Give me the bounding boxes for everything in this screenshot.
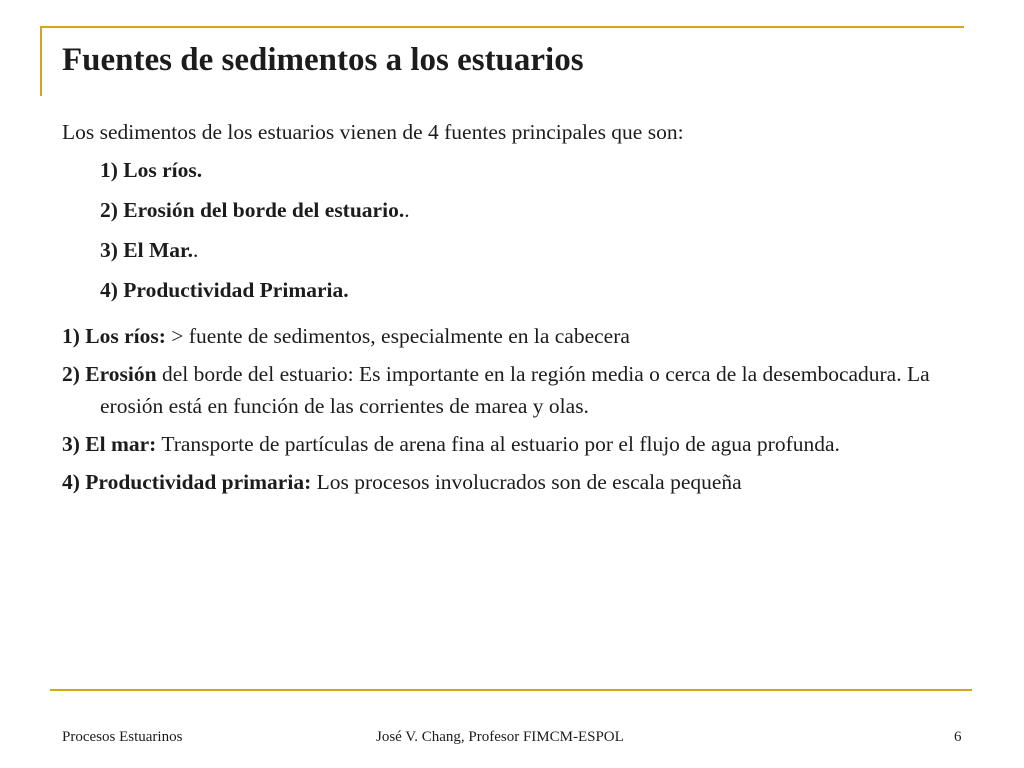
detail-item-text: del borde del estuario: Es importante en la región media o cerca de la desembocadura. La erosión está en función de las corrientes de marea y olas.	[100, 362, 930, 418]
source-item-1	[62, 154, 962, 186]
source-item-3	[62, 234, 962, 266]
detail-item-4	[62, 466, 962, 498]
detail-item-1	[62, 320, 962, 352]
intro-text: Los sedimentos de los estuarios vienen de 4 fuentes principales que son:	[62, 120, 684, 144]
detail-item-label: 2) Erosión	[62, 362, 157, 386]
source-item-text: .	[404, 198, 410, 222]
slide-title: Fuentes de sedimentos a los estuarios	[62, 42, 584, 78]
detail-item-label: 1) Los ríos:	[62, 324, 166, 348]
detail-item-label: 3) El mar:	[62, 432, 157, 456]
source-item-label: 2) Erosión del borde del estuario.	[100, 198, 405, 222]
slide-body	[62, 116, 962, 504]
title-frame-left-rule	[40, 26, 42, 96]
source-item-4	[62, 274, 962, 306]
footer-rule	[50, 689, 972, 691]
detail-item-3	[62, 428, 962, 460]
source-item-text: .	[192, 238, 199, 262]
detail-item-label: 4) Productividad primaria:	[62, 470, 312, 494]
source-item-2	[62, 194, 962, 226]
source-item-label: 1) Los ríos.	[100, 158, 203, 182]
detail-item-text: > fuente de sedimentos, especialmente en la cabecera	[165, 324, 630, 348]
source-item-label: 3) El Mar.	[100, 238, 193, 262]
source-item-label: 4) Productividad Primaria.	[100, 278, 349, 302]
footer-course-name: Procesos Estuarinos	[62, 729, 183, 745]
footer-page-number: 6	[954, 729, 962, 745]
footer-author: José V. Chang, Profesor FIMCM-ESPOL	[376, 729, 624, 745]
detail-item-2	[62, 358, 962, 422]
detail-item-text: Los procesos involucrados son de escala pequeña	[311, 470, 742, 494]
detail-item-text: Transporte de partículas de arena fina al estuario por el flujo de agua profunda.	[156, 432, 840, 456]
title-frame-top-rule	[40, 26, 964, 28]
